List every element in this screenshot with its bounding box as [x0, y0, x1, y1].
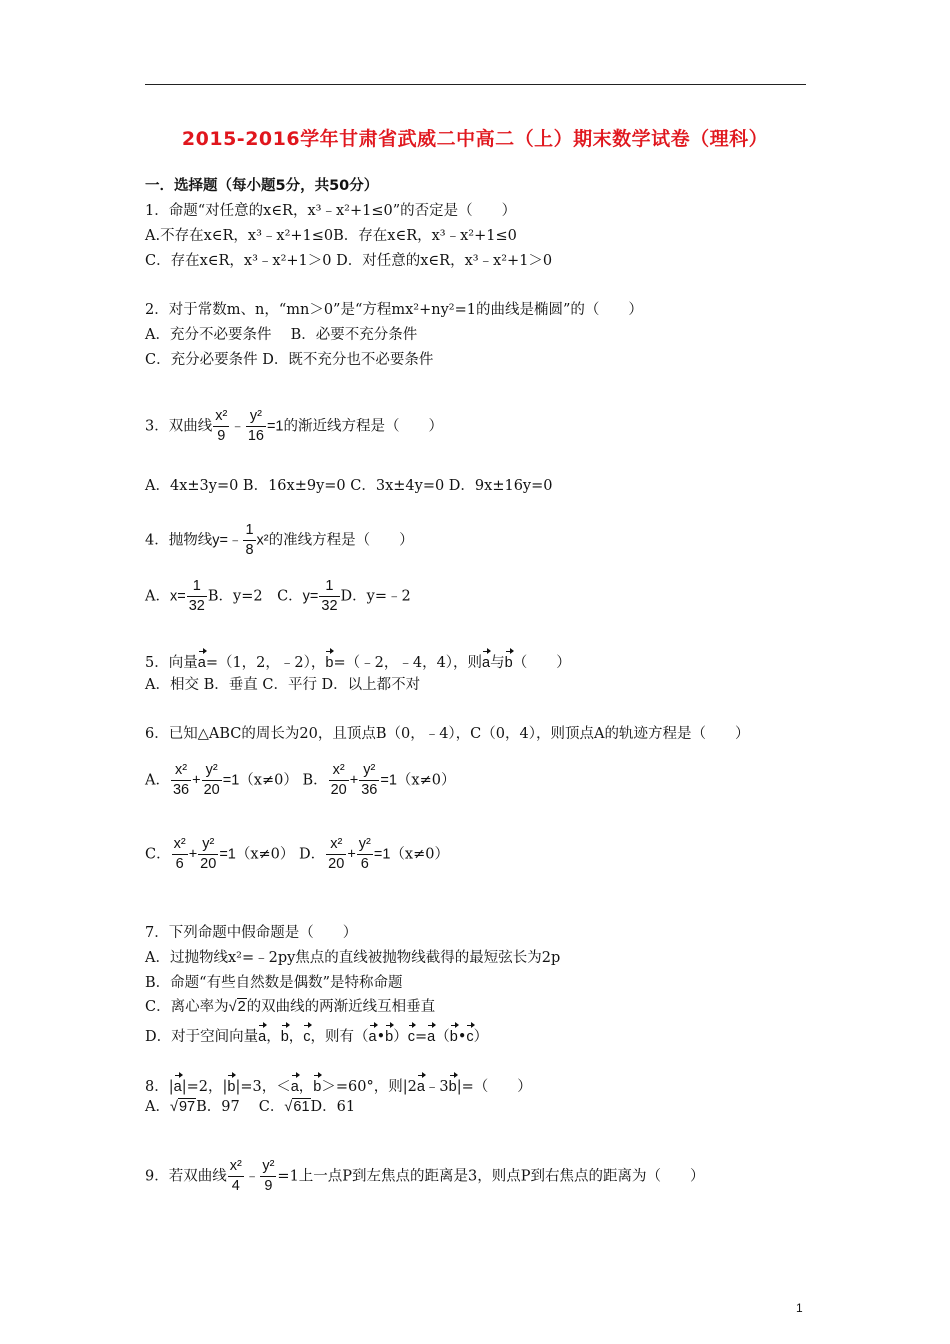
q4-lhs: y=﹣ [212, 532, 243, 549]
condition: （x≠0） [390, 846, 449, 863]
q4-var: x² [256, 532, 269, 549]
q4-opt-c-lhs: y= [302, 588, 319, 605]
q8-opt-a-label: A． [145, 1099, 170, 1115]
q6-opt-d-label: D． [299, 846, 326, 863]
q6-options-cd [145, 836, 449, 873]
q6-stem: 6．已知△ABC的周长为20，且顶点B（0，﹣4），C（0，4），则顶点A的轨迹方程是（ ） [145, 726, 750, 742]
vector-c: c [408, 1022, 415, 1047]
q9-minus: ﹣ [244, 1168, 260, 1185]
q8-part: |=2，| [181, 1079, 228, 1095]
q3-eq: =1 [266, 418, 284, 435]
vector-c: c [303, 1022, 310, 1047]
q4-opt-d: D．y=﹣2 [340, 588, 411, 605]
q1-options-cd: C．存在x∈R，x³﹣x²+1＞0 D．对任意的x∈R，x³﹣x²+1＞0 [145, 253, 553, 269]
q3-suffix: 的渐近线方程是（ ） [283, 418, 444, 435]
q3-fraction-y: $\frac{\text{y²}}{16}$ [247, 408, 264, 444]
rparen: ） [393, 1029, 408, 1045]
equals-one: =1 [373, 846, 391, 863]
vector-b: b [227, 1072, 235, 1097]
q8-part: ＞=60°，则|2 [321, 1079, 417, 1095]
plus-sign: + [188, 846, 198, 863]
q9-fraction-x: $\frac{\text{x²}}{4}$ [229, 1158, 242, 1194]
vector-b: b [450, 1022, 458, 1047]
lparen: （ [435, 1029, 450, 1045]
vector-a: a [198, 648, 206, 673]
comma: ， [266, 1029, 281, 1045]
q2-options-cd: C．充分必要条件 D．既不充分也不必要条件 [145, 352, 434, 368]
q1-options-ab: A.不存在x∈R，x³﹣x²+1≤0B．存在x∈R，x³﹣x²+1≤0 [145, 228, 517, 244]
q4-opt-b: B．y=2 C． [207, 588, 303, 605]
vector-a: a [258, 1022, 266, 1047]
header-rule [145, 84, 806, 85]
equals: = [415, 1029, 428, 1045]
q9-suffix: =1上一点P到左焦点的距离是3，则点P到右焦点的距离为（ ） [277, 1168, 705, 1185]
plus-sign: + [192, 772, 201, 789]
q4-fraction: $\frac{1}{8}$ [245, 522, 254, 558]
q8-options [145, 1097, 355, 1117]
plus-sign: + [347, 846, 356, 863]
q4-opt-a-label: A． [145, 588, 170, 605]
rparen: ） [473, 1029, 489, 1045]
q1-stem: 1．命题“对任意的x∈R，x³﹣x²+1≤0”的否定是（ ） [145, 203, 517, 219]
vector-b: b [505, 648, 513, 673]
vector-a: a [174, 1072, 182, 1097]
vector-b: b [385, 1022, 393, 1047]
q7-stem: 7．下列命题中假命题是（ ） [145, 925, 358, 941]
q4-options [145, 578, 411, 615]
q7-opt-c-post: 的双曲线的两渐近线互相垂直 [246, 999, 436, 1015]
q8-opt-b: B．97 C． [196, 1099, 285, 1115]
plus-sign: + [349, 772, 359, 789]
q3-minus: ﹣ [230, 418, 245, 435]
q3-stem [145, 408, 443, 445]
q6-options-ab [145, 762, 455, 799]
condition: （x≠0） [239, 772, 298, 789]
q5-prefix: 5．向量 [145, 655, 198, 671]
q8-stem [145, 1072, 532, 1097]
q6-opt-d-frac2: $\frac{\text{y²}}{6}$ [358, 836, 371, 872]
q6-opt-c-frac1: $\frac{\text{x²}}{6}$ [173, 836, 186, 872]
q8-part: 8．| [145, 1079, 174, 1095]
q3-prefix: 3．双曲线 [145, 418, 213, 435]
q5-stem [145, 648, 571, 673]
q9-prefix: 9．若双曲线 [145, 1168, 227, 1185]
q7-option-d [145, 1022, 488, 1047]
q9-stem [145, 1158, 705, 1195]
q8-part: |=3，＜ [235, 1079, 291, 1095]
dot: • [457, 1029, 467, 1045]
vector-c: c [466, 1022, 473, 1047]
vector-a: a [482, 648, 490, 673]
q5-a-value: =（1，2，﹣2）， [205, 655, 326, 671]
q5-b-value: =（﹣2，﹣4，4），则 [333, 655, 483, 671]
q7-have: ，则有（ [310, 1029, 369, 1045]
vector-b: b [281, 1022, 289, 1047]
q7-opt-d-pre: D．对于空间向量 [145, 1029, 259, 1045]
q6-opt-b-frac1: $\frac{\text{x²}}{20}$ [330, 762, 347, 798]
vector-b: b [313, 1072, 321, 1097]
q6-opt-a-label: A． [145, 772, 170, 789]
q3-fraction-x: $\frac{\text{x²}}{9}$ [215, 408, 228, 444]
q6-opt-a-frac2: $\frac{\text{y²}}{20}$ [203, 762, 220, 798]
vector-b: b [449, 1072, 457, 1097]
q9-fraction-y: $\frac{\text{y²}}{9}$ [262, 1158, 275, 1194]
vector-a: a [369, 1022, 377, 1047]
vector-a: a [427, 1022, 435, 1047]
q7-option-a: A．过抛物线x²=﹣2py焦点的直线被抛物线截得的最短弦长为2p [145, 950, 561, 966]
condition: （x≠0） [235, 846, 295, 863]
equals-one: =1 [219, 846, 236, 863]
vector-a: a [417, 1072, 425, 1097]
q6-opt-c-frac2: $\frac{\text{y²}}{20}$ [200, 836, 217, 872]
q4-suffix: 的准线方程是（ ） [268, 532, 414, 549]
q6-opt-c-label: C． [145, 846, 171, 863]
condition: （x≠0） [396, 772, 456, 789]
sqrt-symbol: √2 [228, 999, 246, 1015]
q2-stem: 2．对于常数m、n，“mn＞0”是“方程mx²+ny²=1的曲线是椭圆”的（ ） [145, 302, 643, 318]
section-heading: 一．选择题（每小题5分，共50分） [145, 178, 379, 194]
q7-option-b: B．命题“有些自然数是偶数”是特称命题 [145, 975, 403, 991]
vector-a: a [291, 1072, 299, 1097]
q6-opt-a-frac1: $\frac{\text{x²}}{36}$ [172, 762, 190, 798]
q7-opt-c-pre: C．离心率为 [145, 999, 229, 1015]
q4-prefix: 4．抛物线 [145, 532, 213, 549]
q4-stem [145, 522, 414, 559]
q7-option-c [145, 997, 435, 1017]
equals-one: =1 [222, 772, 240, 789]
q6-opt-d-frac1: $\frac{\text{x²}}{20}$ [328, 836, 345, 872]
q4-opt-c-fraction: $\frac{1}{32}$ [321, 578, 338, 614]
q5-options: A．相交 B．垂直 C．平行 D．以上都不对 [145, 677, 421, 693]
q8-part: |=（ ） [456, 1079, 532, 1095]
q6-opt-b-label: B． [302, 772, 328, 789]
q5-suffix: （ ） [512, 655, 571, 671]
q8-part: ， [298, 1079, 314, 1095]
equals-one: =1 [380, 772, 397, 789]
page-title: 2015-2016学年甘肃省武威二中高二（上）期末数学试卷（理科） [181, 128, 769, 150]
sqrt-symbol: √97 [169, 1099, 196, 1115]
q6-opt-b-frac2: $\frac{\text{y²}}{36}$ [361, 762, 378, 798]
q4-opt-a-fraction: $\frac{1}{32}$ [188, 578, 205, 614]
q8-opt-d: D．61 [310, 1099, 356, 1115]
vector-b: b [325, 648, 333, 673]
dot: • [376, 1029, 386, 1045]
q4-opt-a-lhs: x= [169, 588, 186, 605]
sqrt-symbol: √61 [284, 1099, 310, 1115]
q5-with: 与 [490, 655, 505, 671]
q2-options-ab: A．充分不必要条件 B．必要不充分条件 [145, 327, 418, 343]
q3-options: A．4x±3y=0 B．16x±9y=0 C．3x±4y=0 D．9x±16y=0 [145, 478, 553, 494]
comma: ， [288, 1029, 304, 1045]
page-number: 1 [796, 1301, 803, 1315]
q8-part: ﹣3 [424, 1079, 449, 1095]
